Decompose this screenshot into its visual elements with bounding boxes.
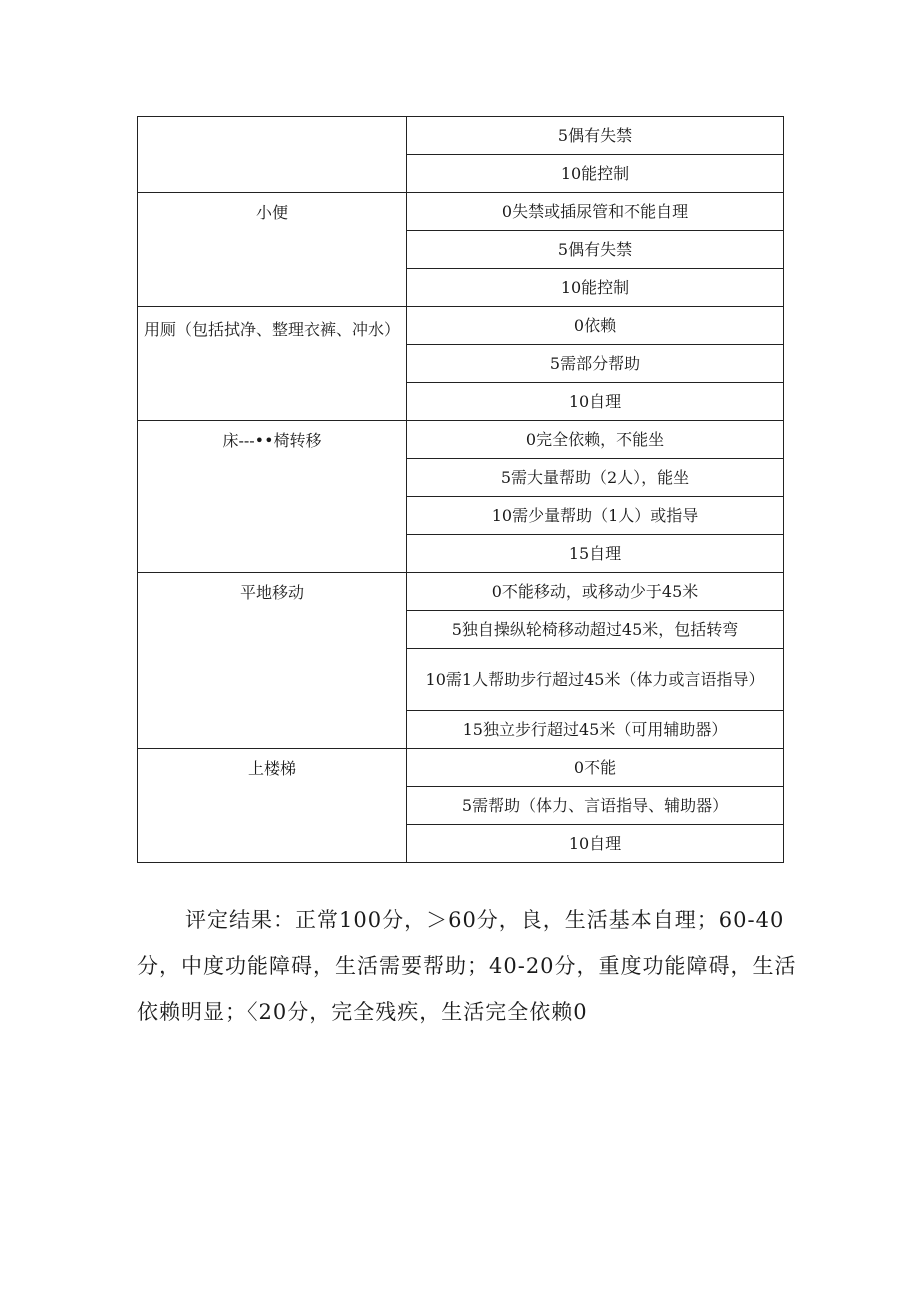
option-cell: 5偶有失禁 <box>407 117 784 155</box>
option-cell: 0不能 <box>407 749 784 787</box>
option-cell: 10能控制 <box>407 269 784 307</box>
item-cell: 上楼梯 <box>138 749 407 863</box>
option-cell: 5需帮助（体力、言语指导、辅助器） <box>407 787 784 825</box>
option-cell: 0依赖 <box>407 307 784 345</box>
option-cell: 0完全依赖，不能坐 <box>407 421 784 459</box>
table-row <box>138 573 784 611</box>
option-cell: 10自理 <box>407 383 784 421</box>
option-cell: 10能控制 <box>407 155 784 193</box>
option-cell: 0失禁或插尿管和不能自理 <box>407 193 784 231</box>
option-cell: 5独自操纵轮椅移动超过45米，包括转弯 <box>407 611 784 649</box>
option-cell: 10需1人帮助步行超过45米（体力或言语指导） <box>407 649 784 711</box>
option-cell: 5偶有失禁 <box>407 231 784 269</box>
option-cell: 0不能移动，或移动少于45米 <box>407 573 784 611</box>
item-cell <box>138 117 407 193</box>
table-row <box>138 307 784 345</box>
item-cell: 用厕（包括拭净、整理衣裤、冲水） <box>138 307 407 421</box>
adl-score-table <box>137 116 784 863</box>
option-cell: 10自理 <box>407 825 784 863</box>
item-cell: 床---••椅转移 <box>138 421 407 573</box>
table-row <box>138 193 784 231</box>
table-row <box>138 117 784 155</box>
option-cell: 5需部分帮助 <box>407 345 784 383</box>
option-cell: 5需大量帮助（2人），能坐 <box>407 459 784 497</box>
table-row <box>138 749 784 787</box>
option-cell: 15自理 <box>407 535 784 573</box>
assessment-result-paragraph: 评定结果：正常100分，＞60分，良，生活基本自理；60-40分，中度功能障碍，生活需要帮助；40-20分，重度功能障碍，生活依赖明显；〈20分，完全残疾，生活完全依赖0 <box>137 908 797 1024</box>
item-cell: 平地移动 <box>138 573 407 749</box>
table-row <box>138 421 784 459</box>
option-cell: 15独立步行超过45米（可用辅助器） <box>407 711 784 749</box>
option-cell: 10需少量帮助（1人）或指导 <box>407 497 784 535</box>
item-cell: 小便 <box>138 193 407 307</box>
